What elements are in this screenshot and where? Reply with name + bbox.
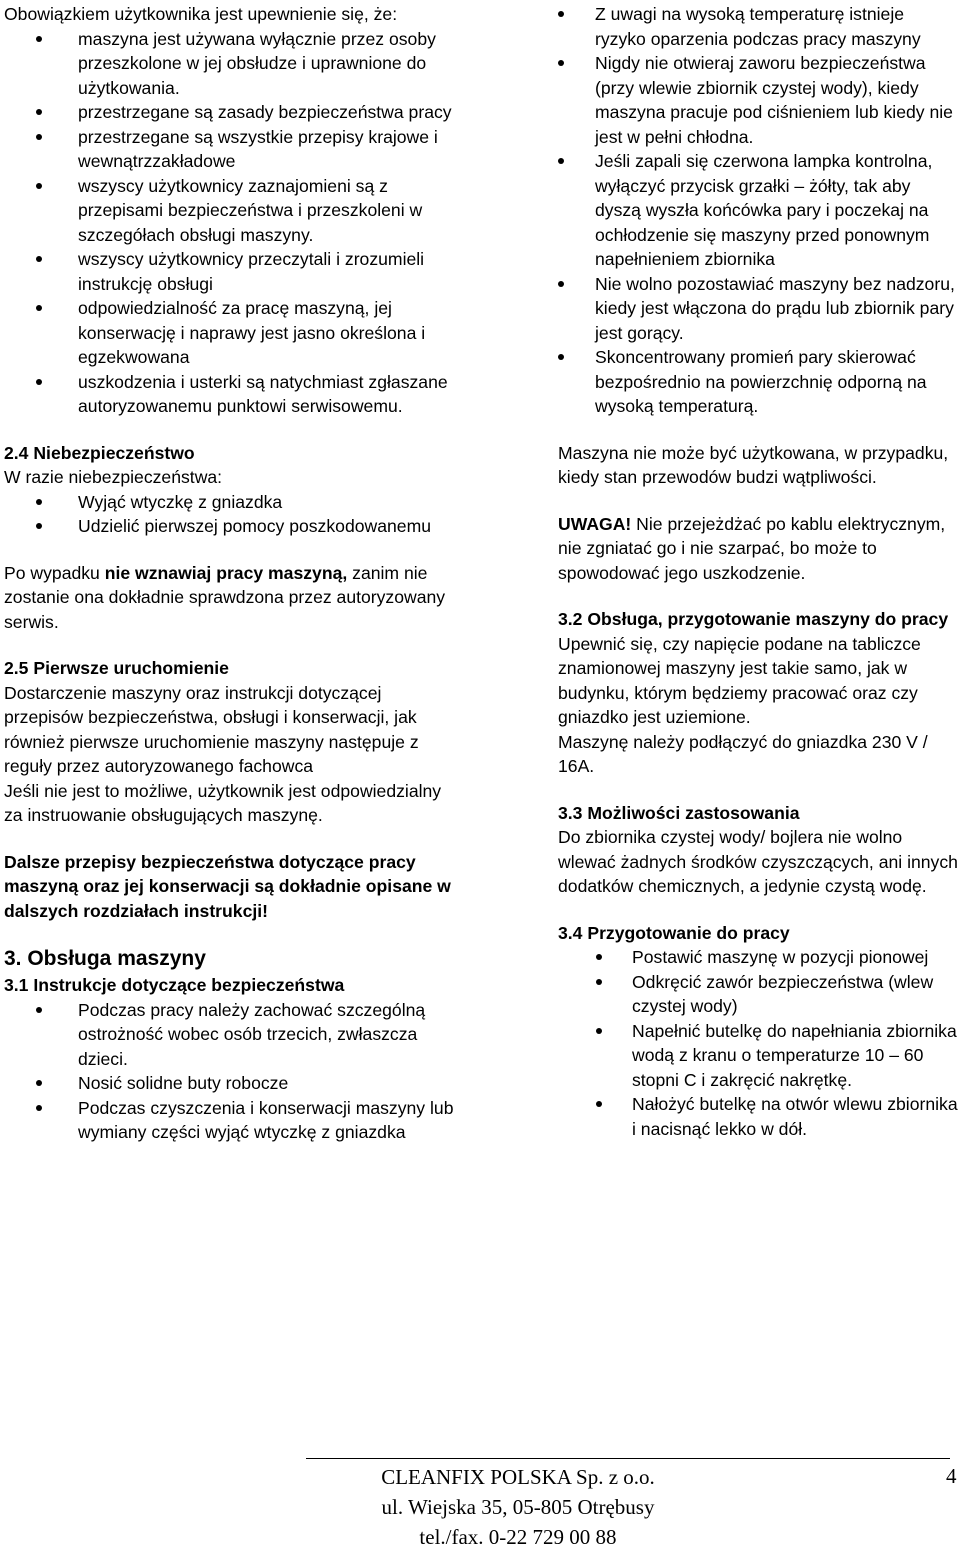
- warning-label: UWAGA!: [558, 513, 632, 534]
- list-item: Napełnić butelkę do napełniania zbiornika wodą z kranu o temperaturze 10 – 60 stopni C i zakręcić nakrętkę.: [558, 1019, 958, 1093]
- further-rules-note: Dalsze przepisy bezpieczeństwa dotyczące pracy maszyną oraz jej konserwacji są dokładnie opisane w dalszych rozdziałach instrukcji!: [4, 851, 451, 921]
- footer-phone: tel./fax. 0-22 729 00 88: [419, 1525, 617, 1549]
- list-item: Z uwagi na wysoką temperaturę istnieje ryzyko oparzenia podczas pracy maszyny: [558, 2, 958, 51]
- footer-address: ul. Wiejska 35, 05-805 Otrębusy: [381, 1495, 655, 1519]
- list-item: wszyscy użytkownicy przeczytali i zrozumieli instrukcję obsługi: [4, 247, 462, 296]
- list-item: Jeśli zapali się czerwona lampka kontrolna, wyłączyć przycisk grzałki – żółty, tak aby dyszą wyszła końcówka pary i poczekaj na ochłodzenie się maszyny przed ponownym napełnieniem zbiornika: [558, 149, 958, 272]
- list-item: Nie wolno pozostawiać maszyny bez nadzoru, kiedy jest włączona do prądu lub zbiornik pary jest gorący.: [558, 272, 958, 346]
- list-item: Nałożyć butelkę na otwór wlewu zbiornika i nacisnąć lekko w dół.: [558, 1092, 958, 1141]
- list-item: Podczas czyszczenia i konserwacji maszyny lub wymiany części wyjąć wtyczkę z gniazdka: [4, 1096, 462, 1145]
- section-2-5-title: 2.5 Pierwsze uruchomienie: [4, 658, 229, 678]
- footer-divider: [306, 1458, 950, 1459]
- list-item: Skoncentrowany promień pary skierować bezpośrednio na powierzchnię odporną na wysoką temperaturą.: [558, 345, 958, 419]
- list-item: Postawić maszynę w pozycji pionowej: [558, 945, 958, 970]
- list-item: Udzielić pierwszej pomocy poszkodowanemu: [4, 514, 462, 539]
- section-2-5-text-2: Jeśli nie jest to możliwe, użytkownik jest odpowiedzialny za instruowanie obsługujących maszynę.: [4, 780, 442, 825]
- cable-note: Maszyna nie może być użytkowana, w przypadku, kiedy stan przewodów budzi wątpliwości.: [558, 442, 949, 487]
- footer-company: CLEANFIX POLSKA Sp. z o.o.: [381, 1465, 655, 1489]
- warning-note: [558, 512, 958, 586]
- section-3-2-text-2: Maszynę należy podłączyć do gniazdka 230 V / 16A.: [558, 731, 928, 776]
- section-3-2-text-1: Upewnić się, czy napięcie podane na tabliczce znamionowej maszyny jest takie samo, jak w budynku, którym będziemy pracować oraz czy gniazdko jest uziemione.: [558, 633, 921, 727]
- list-item: uszkodzenia i usterki są natychmiast zgłaszane autoryzowanemu punktowi serwisowemu.: [4, 370, 462, 419]
- list-item: odpowiedzialność za pracę maszyną, jej konserwację i naprawy jest jasno określona i egzekwowana: [4, 296, 462, 370]
- list-item: Nosić solidne buty robocze: [4, 1071, 462, 1096]
- accident-post: zanim nie zostanie ona dokładnie sprawdzona przez autoryzowany serwis.: [4, 562, 446, 632]
- list-item: Podczas pracy należy zachować szczególną ostrożność wobec osób trzecich, zwłaszcza dzieci.: [4, 998, 462, 1072]
- section-3-2-title: 3.2 Obsługa, przygotowanie maszyny do pracy: [558, 609, 949, 629]
- page-number: 4: [946, 1464, 957, 1488]
- list-item: Odkręcić zawór bezpieczeństwa (wlew czystej wody): [558, 970, 958, 1019]
- duties-list: [4, 27, 462, 419]
- accident-bold: nie wznawiaj pracy maszyną,: [104, 562, 348, 583]
- left-column: [4, 0, 462, 1145]
- list-item: Nigdy nie otwieraj zaworu bezpieczeństwa (przy wlewie zbiornik czystej wody), kiedy maszyna pracuje pod ciśnieniem lub kiedy nie jest w pełni chłodna.: [558, 51, 958, 149]
- section-3-3-text: Do zbiornika czystej wody/ bojlera nie wolno wlewać żadnych środków czyszczących, ani innych dodatków chemicznych, a jedynie czystą wodę.: [558, 827, 958, 896]
- section-3-title: 3. Obsługa maszyny: [4, 947, 206, 970]
- safety-instructions-list: [4, 998, 462, 1145]
- section-2-4-intro: W razie niebezpieczeństwa:: [4, 467, 223, 487]
- accident-note: [4, 561, 462, 635]
- right-column: [558, 0, 958, 1141]
- section-3-4-title: 3.4 Przygotowanie do pracy: [558, 922, 790, 943]
- section-3-1-title: 3.1 Instrukcje dotyczące bezpieczeństwa: [4, 975, 345, 995]
- safety-list-continued: [558, 2, 958, 419]
- list-item: przestrzegane są wszystkie przepisy krajowe i wewnątrzzakładowe: [4, 125, 462, 174]
- preparation-list: [558, 945, 958, 1141]
- section-2-5-text-1: Dostarczenie maszyny oraz instrukcji dotyczącej przepisów bezpieczeństwa, obsługi i konserwacji, jak również pierwsze uruchomienie maszyny następuje z reguły przez autoryzowanego fachowca: [4, 682, 419, 776]
- list-item: wszyscy użytkownicy zaznajomieni są z przepisami bezpieczeństwa i przeszkoleni w szczegółach obsługi maszyny.: [4, 174, 462, 248]
- warning-text: Nie przejeżdżać po kablu elektrycznym, nie zgniatać go i nie szarpać, bo może to spowodować jego uszkodzenie.: [558, 513, 946, 583]
- list-item: maszyna jest używana wyłącznie przez osoby przeszkolone w jej obsłudze i uprawnione do użytkowania.: [4, 27, 462, 101]
- danger-list: [4, 490, 462, 539]
- list-item: Wyjąć wtyczkę z gniazdka: [4, 490, 462, 515]
- list-item: przestrzegane są zasady bezpieczeństwa pracy: [4, 100, 462, 125]
- duties-intro: Obowiązkiem użytkownika jest upewnienie się, że:: [4, 4, 398, 24]
- section-2-4-title: 2.4 Niebezpieczeństwo: [4, 442, 195, 463]
- accident-pre: Po wypadku: [4, 562, 105, 583]
- section-3-3-title: 3.3 Możliwości zastosowania: [558, 802, 800, 823]
- footer: [196, 1462, 840, 1552]
